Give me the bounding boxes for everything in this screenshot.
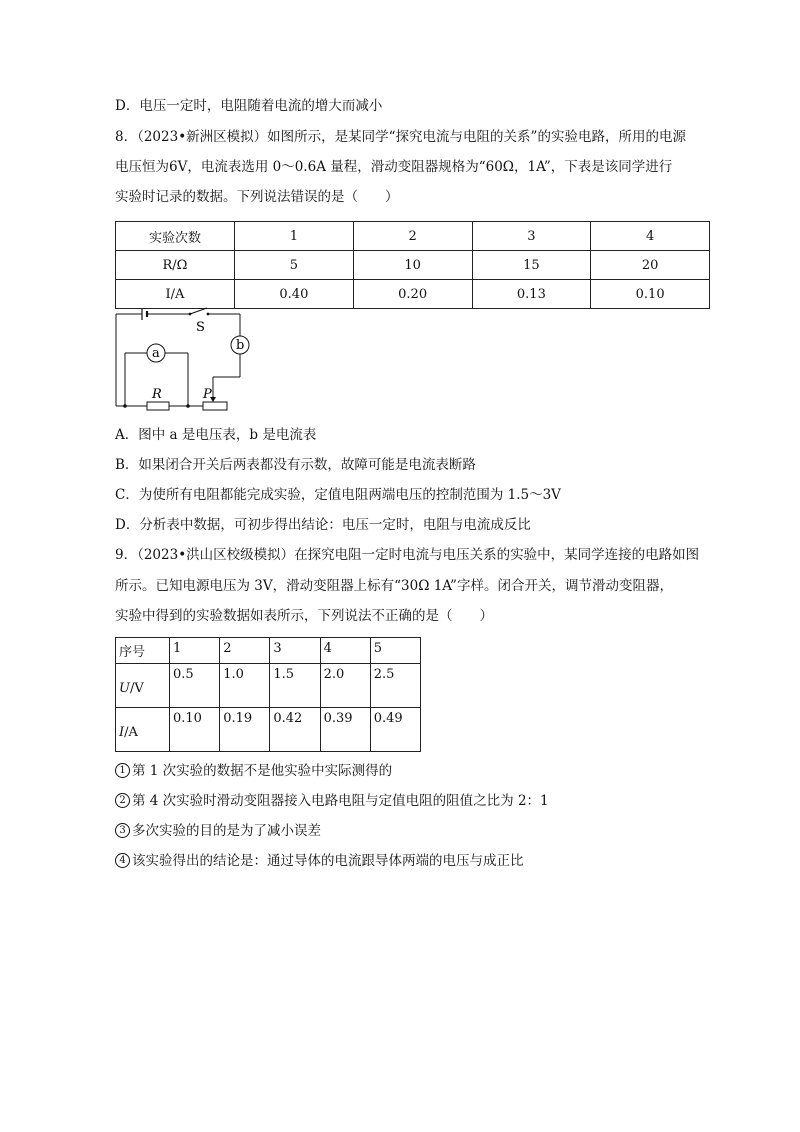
table-cell: 0.42 [270,708,320,752]
junction-dot [186,404,190,408]
table-cell: 20 [591,251,710,280]
q9-statement-2: 2 第 4 次实验时滑动变阻器接入电路电阻与定值电阻的阻值之比为 2：1 [115,792,549,810]
q8-option-c: C．为使所有电阻都能完成实验，定值电阻两端电压的控制范围为 1.5～3V [115,487,561,503]
q8-stem-line-1: 8．（2023•新洲区模拟）如图所示，是某同学“探究电流与电阻的关系”的实验电路，所用的电源 [115,129,686,145]
q8-option-b: B．如果闭合开关后两表都没有示数，故障可能是电流表断路 [115,457,476,473]
i-label: I/A [119,725,138,740]
table-cell [116,664,170,708]
circled-number: 2 [115,793,130,808]
table-cell: 0.10 [591,280,710,309]
table-cell: 1 [235,222,354,251]
slider-label: P [203,387,212,402]
table-cell: 0.5 [170,664,220,708]
table-cell: 1.5 [270,664,320,708]
table-row [116,222,710,251]
q8-option-d: D．分析表中数据，可初步得出结论：电压一定时，电阻与电流成反比 [115,517,531,533]
resistor-r-icon [147,402,169,410]
table-cell: 5 [370,638,420,664]
table-cell: 2.0 [320,664,370,708]
table-cell: 0.13 [472,280,591,309]
table-cell: 0.49 [370,708,420,752]
table-cell: I/A [116,280,235,309]
table-cell: 序号 [116,638,170,664]
table-cell: R/Ω [116,251,235,280]
u-label: U/V [119,681,144,696]
q9-stem-line-2: 所示。已知电源电压为 3V，滑动变阻器上标有“30Ω 1A”字样。闭合开关，调节滑动变阻器， [115,578,673,594]
table-cell: 3 [270,638,320,664]
table-cell: 4 [320,638,370,664]
table-cell: 1 [170,638,220,664]
table-cell: 4 [591,222,710,251]
q9-statement-1: 1 第 1 次实验的数据不是他实验中实际测得的 [115,762,392,780]
switch-blade [190,308,207,314]
junction-dot [123,404,127,408]
table-cell: 10 [353,251,472,280]
q8-data-table [115,221,710,309]
table-cell: 3 [472,222,591,251]
circled-number: 1 [115,763,130,778]
switch-label: S [196,320,205,335]
table-cell: 0.10 [170,708,220,752]
table-cell: 2 [220,638,270,664]
q8-stem-line-2: 电压恒为6V，电流表选用 0～0.6A 量程，滑动变阻器规格为“60Ω，1A”，下表是该同学进行 [115,159,673,175]
table-cell: 15 [472,251,591,280]
q8-option-a: A．图中 a 是电压表，b 是电流表 [115,427,317,443]
table-cell: 5 [235,251,354,280]
table-cell: 0.39 [320,708,370,752]
switch-contact [189,313,192,316]
table-cell: 实验次数 [116,222,235,251]
table-row [116,251,710,280]
q9-statement-3: 3 多次实验的目的是为了减小误差 [115,822,321,840]
table-cell: 2 [353,222,472,251]
q9-stem-line-3: 实验中得到的实验数据如表所示，下列说法不正确的是（ ） [115,608,493,624]
switch-contact [207,313,210,316]
q7-option-d: D．电压一定时，电阻随着电流的增大而减小 [115,98,383,114]
table-row [116,664,421,708]
table-row [116,638,421,664]
q9-statement-4: 4 该实验得出的结论是：通过导体的电流跟导体两端的电压与成正比 [115,852,524,870]
table-cell [116,708,170,752]
resistor-label: R [152,387,162,402]
table-cell: 0.19 [220,708,270,752]
meter-b-label: b [236,338,245,353]
q8-circuit-diagram [112,305,252,413]
meter-a-label: a [152,346,160,361]
rheostat-icon [203,402,227,410]
table-cell: 0.20 [353,280,472,309]
table-row [116,708,421,752]
table-cell: 1.0 [220,664,270,708]
table-cell: 0.40 [235,280,354,309]
q8-stem-line-3: 实验时记录的数据。下列说法错误的是（ ） [115,189,399,205]
table-cell: 2.5 [370,664,420,708]
q9-stem-line-1: 9．（2023•洪山区校级模拟）在探究电阻一定时电流与电压关系的实验中，某同学连接的电路如图 [115,547,700,563]
circled-number: 4 [115,853,130,868]
q9-data-table [115,637,421,752]
circled-number: 3 [115,823,130,838]
